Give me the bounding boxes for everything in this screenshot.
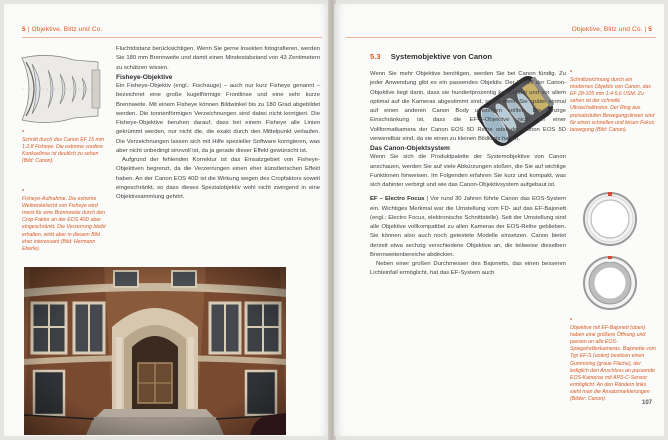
section-heading [370,52,492,61]
right-running-head-title: Objektive, Blitz und Co. [571,26,643,33]
right-head-rule [346,37,656,38]
right-paragraph-3-text: Vor rund 30 Jahren führte Canon das EOS-System ein. Wichtiges Merkmal war die Umstellung vom FD- auf das EF-Bajonett (engl.: Electro Focus, elektronische Schnittstelle). Seit der Umstellung sind alle Objektive vollkompatibel zu allen Kameras der EOS-Reihe geblieben. Sie können also auch noch getestete Modelle einsetzen. Canon bietet derzeit etwa sechzig verschiedene Objektive an, die teilweise dieselben Brennweitenbereiche abdecken. [370,196,566,258]
left-caption-2 [22,189,108,253]
left-caption-1 [22,130,108,165]
left-caption-2-text: Fisheye-Aufnahme. Die extreme Weitwinkelsicht von Fisheye wird meist für eine Brennweite durch den Crop-Faktor an der EOS 40D aber eingeschränkt. Die Verzerrung bleibt erhalten, wirkt aber in diesem Bild eher interessant (Bild: Hermann Eberle). [22,196,106,252]
right-body-text [370,70,566,279]
page-number: 107 [641,400,652,406]
fisheye-building-photo [24,267,286,435]
right-paragraph-2: Wenn Sie sich die Produktpalette der Systemobjektive von Canon anschauen, werden Sie auf viele Abkürzungen stoßen, die Sie auf wichtige Funktionen hinweisen. Im Folgenden erfahren Sie kurz und kompakt, was sich dahinter verbirgt und wie das Canon-Objektivsystem aufgebaut ist. [370,154,566,188]
right-caption-1-marker: * [570,70,573,76]
right-caption-2-marker: * [570,318,573,324]
right-paragraph-4: Neben einer großen Durchmesser des Bajonetts, das einen besseren Lichteinfall ermöglicht, hat das EF-System auch [370,261,566,277]
left-page [4,4,330,436]
right-running-head-number: 5 [648,26,652,33]
left-intro-paragraph: Fluchtdistanz berücksichtigen. Wenn Sie gerne Insekten fotografieren, werden Sie 180 mm Brennweite und damit einen Mindestabstand von 43 Zentimetern zu schätzen wissen. [116,46,320,71]
left-body-text [116,45,320,202]
canon-system-heading: Das Canon-Objektsystem [370,145,450,152]
left-paragraph-2: Aufgrund der fehlenden Korrektur ist das Einsatzgebiet von Fisheye-Objektiven begrenzt, da die Verzerrungen einen eher künstlerischen Effekt haben. An der Canon EOS 40D ist die Wirkung wegen des Cropfaktors soweit eingeschränkt, so dass dieses Spezialobjektiv wohl nicht zwingend in eine Objektivsammlung gehört. [116,157,320,200]
left-running-head-number: 5 [22,26,26,33]
left-running-head: 5 | Objektive, Blitz und Co. [22,26,103,33]
right-running-head: Objektive, Blitz und Co. | 5 [571,26,652,33]
left-caption-1-marker: * [22,130,25,136]
section-title: Systemobjektive von Canon [390,52,492,61]
left-caption-2-marker: * [22,189,25,195]
right-caption-1-text: Schnittzeichnung durch ein modernes Objektiv von Canon, das EF 28-105 mm 1:4-5,6 USM. Zu sehen ist der schnelle Ultraschallmotor. Der Ring aus preisabstufen Bewegungslinsen sind für einen schnellen und leisen Fokus bewegung (Bild: Canon). [570,77,655,133]
section-number: 5.3 [370,52,381,61]
right-paragraph-3: EF – Electro Focus | Vor rund 30 Jahren führte Canon das EOS-System ein. Wichtiges Merkmal war die Umstellung vom FD- auf das EF-Bajonett (engl.: Electro Focus, elektronische Schnittstelle). Seit der Umstellung sind alle Objektive vollkompatibel zu allen Kameras der EOS-Reihe geblieben. Sie können also auch noch getestete Modelle einsetzen. Canon bietet derzeit etwa sechzig verschiedene Objektive an, die teilweise dieselben Brennweitenbereiche abdecken. [370,196,566,258]
left-caption-1-text: Schnitt durch das Canon EF 15 mm 1:2,8 Fisheye. Die extreme vordere Konkavlinse ist deutlich zu sehen (Bild: Canon). [22,137,105,165]
left-paragraph-1: Ein Fisheye-Objektiv (engl.: Fischauge) – auch nur kurz Fisheye genannt – bezeichnet eine große kugelförmige Frontlinse und eine sehr kurze Brennweite. Mit einem Fisheye können Bildwinkel bis zu 180 Grad abgebildet werden. Die tonnenförmigen Verzeichnungen sind dabei nicht korrigiert. Die Fisheye-Objektive beruhen darauf, dass bei einem Fisheye alle Linien gekrümmt werden, nur nicht die, die exakt durch den Mittelpunkt verlaufen. Die Verzeichnungen lassen sich mit Hilfe spezieller Software korrigieren, was aber nicht unbedingt sinnvoll ist, da ja gerade dieser Effekt gewünscht ist. [116,83,320,154]
right-caption-1 [570,70,656,134]
ef-bayonet-mount-image [574,190,646,248]
efs-bayonet-mount-image [574,254,646,312]
left-running-head-title: Objektive, Blitz und Co. [31,26,103,33]
fisheye-lens-cross-section [18,50,104,128]
right-caption-2-text: Objektive mit EF-Bajonett (oben) haben eine größere Öffnung und passen an alle EOS-Spiegelreflexkameras. Bajonette vom Typ EF-S (unten) besitzen einen Gummiring (graue Fläche), der lediglich den Anschluss an passende EOS-Kameras mit APS-C-Sensor ermöglicht. An den Rändern links sieht man die Ansatzmarkierungen (Bilder: Canon). [570,325,656,403]
fisheye-heading: Fisheye-Objektive [116,73,173,81]
right-page [334,4,664,436]
left-head-rule [22,37,322,38]
ef-lead-term: EF – Electro Focus [370,196,425,203]
right-paragraph-1: Wenn Sie mehr Objektive benötigen, werden Sie bei Canon fündig. Zu jeder Anwendung gibt es ein passendes Objektiv. Der Vorteil der Canon-Objektive liegt darin, dass sie hundertprozentig kompatibel und vor allem optimal auf die Kameras abgestimmt sind, selbst wenn Sie später einmal auf einen anderen Canon Body umsteigen sollten. Die einzige Einschränkung ist, dass die EF-S-Objektive nicht an einer Vollformatkamera der Canon EOS 5D Reihe oder der Canon EOS 5D verwendbar sind, da sie einen zu kleinen Bildkreis haben. [370,71,566,142]
right-caption-2 [570,318,656,403]
